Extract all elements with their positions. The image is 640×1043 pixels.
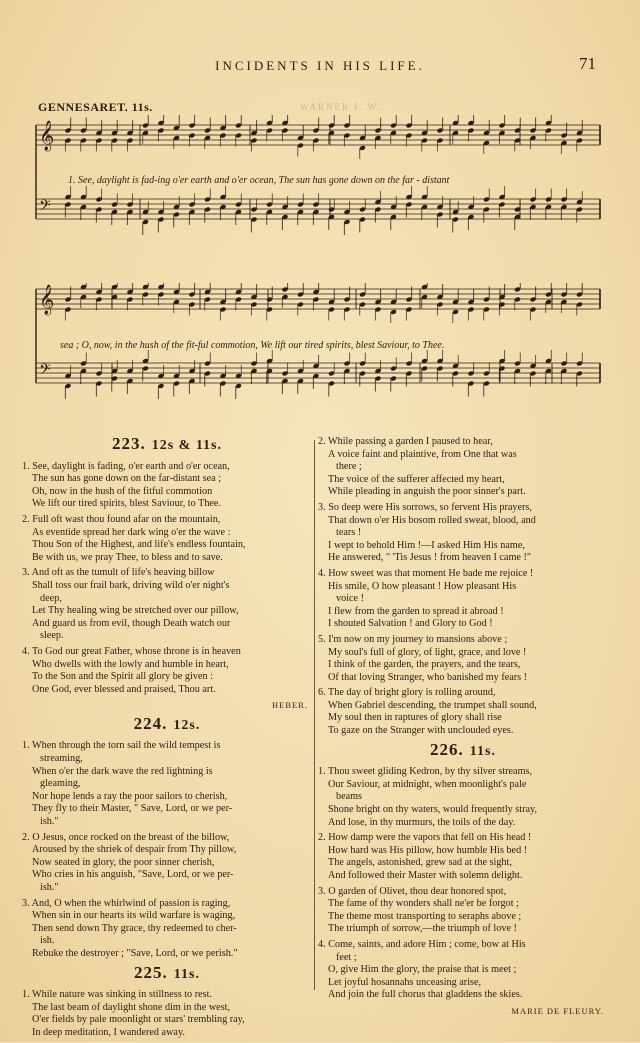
verse-line: 1. When through the torn sail the wild tempest is bbox=[22, 740, 221, 752]
verse-line: When sin in our hearts its wild warfare is waging, bbox=[32, 910, 236, 922]
bass-clef-icon: 𝄢 bbox=[39, 197, 51, 218]
verse-line: When Gabriel descending, the trumpet shall sound, bbox=[328, 699, 537, 711]
tune-lyric-line-2: sea ; O, now, in the hush of the fit-ful commotion, We lift our tired spirits, blest Saviour, to Thee. bbox=[60, 340, 445, 351]
verse-line: deep, bbox=[40, 592, 62, 604]
verse-line: 4. Come, saints, and adore Him ; come, bow at His bbox=[318, 938, 526, 950]
verse-line: Shall toss our frail bark, driving wild o'er night's bbox=[32, 579, 230, 591]
verse-line: The angels, astonished, grew sad at the sight, bbox=[328, 857, 512, 869]
verse-line: His smile, O how pleasant ! How pleasant His bbox=[328, 580, 517, 592]
verse-line: O'er fields by pale moonlight or stars' trembling ray, bbox=[32, 1014, 245, 1026]
verse-line: Thou Son of the Highest, and life's endless fountain, bbox=[32, 539, 246, 551]
stanza bbox=[318, 766, 608, 829]
verse-line: The voice of the sufferer affected my heart, bbox=[328, 473, 505, 485]
verse-line: 6. The day of bright glory is rolling around, bbox=[318, 687, 496, 699]
hymn-number: 225. bbox=[134, 962, 168, 982]
stanza bbox=[318, 832, 608, 882]
verse-line: 5. I'm now on my journey to mansions above ; bbox=[318, 633, 508, 645]
stanza bbox=[318, 687, 608, 737]
stanza bbox=[22, 514, 312, 564]
verse-line: 4. How sweet was that moment He bade me rejoice ! bbox=[318, 567, 534, 579]
stanza bbox=[22, 898, 312, 961]
stanza bbox=[318, 502, 608, 565]
verse-line: 2. How damp were the vapors that fell on His head ! bbox=[318, 832, 532, 844]
verse-line: Of that loving Stranger, who banished my fears ! bbox=[328, 671, 528, 683]
verse-line: And join the full chorus that gladdens the skies. bbox=[328, 989, 523, 1001]
verse-line: gleaming, bbox=[40, 778, 81, 790]
hymn-number: 226. bbox=[430, 739, 464, 759]
verse-line: Let Thy healing wing be stretched over our pillow, bbox=[32, 605, 239, 617]
verse-line: The theme most transporting to seraphs above ; bbox=[328, 910, 522, 922]
verse-line: there ; bbox=[336, 461, 362, 473]
verse-line: tears ! bbox=[336, 527, 362, 539]
verse-line: To the Son and the Spirit all glory be given : bbox=[32, 671, 213, 683]
verse-line: ish. bbox=[40, 935, 55, 947]
verse-line: While pleading in anguish the poor sinner's part. bbox=[328, 486, 526, 498]
verse-line: He answered, " 'Tis Jesus ! from heaven I came !" bbox=[328, 552, 531, 564]
verse-line: voice ! bbox=[336, 593, 365, 605]
verse-line: I shouted Salvation ! and Glory to God ! bbox=[328, 618, 493, 630]
treble-clef-icon: 𝄞 bbox=[39, 121, 55, 151]
stanza bbox=[22, 989, 312, 1039]
verse-line: Who dwells with the lowly and humble in heart, bbox=[32, 658, 229, 670]
verse-line: In deep meditation, I wandered away. bbox=[32, 1026, 185, 1038]
verse-line: 4. To God our great Father, whose throne is in heaven bbox=[22, 645, 241, 657]
verse-line: 2. O Jesus, once rocked on the breast of the billow, bbox=[22, 831, 230, 843]
hymn-author: MARIE DE FLEURY. bbox=[511, 1005, 604, 1016]
page-number: 71 bbox=[579, 54, 596, 73]
verse-line: sleep. bbox=[40, 630, 64, 642]
stanza bbox=[22, 832, 312, 895]
verse-line: Shone bright on thy waters, would frequently stray, bbox=[328, 804, 537, 816]
verse-line: Who cries in his anguish, "Save, Lord, or we per- bbox=[32, 869, 234, 881]
verse-line: Oh, now in the hush of the fitful commotion bbox=[32, 485, 213, 497]
verse-line: The fame of thy wonders shall ne'er be forgot ; bbox=[328, 898, 519, 910]
stanza bbox=[22, 740, 312, 828]
verse-line: My soul's full of glory, of light, grace, and love ! bbox=[328, 646, 527, 658]
verse-line: 3. O garden of Olivet, thou dear honored spot, bbox=[318, 885, 507, 897]
verse-line: When o'er the dark wave the red lightning is bbox=[32, 765, 213, 777]
column-divider bbox=[314, 440, 315, 990]
verse-line: ish." bbox=[40, 882, 59, 893]
verse-line: And followed their Master with solemn delight. bbox=[328, 870, 523, 881]
stanza bbox=[318, 939, 608, 1002]
verse-line: 1. Thou sweet gliding Kedron, by thy silver streams, bbox=[318, 766, 533, 778]
hymn-meter: 12s & 11s. bbox=[151, 438, 223, 453]
tune-title: GENNESARET. 11s. bbox=[38, 100, 153, 114]
verse-line: 2. While passing a garden I paused to hear, bbox=[318, 436, 493, 447]
verse-line: 3. And oft as the tumult of life's heaving billow bbox=[22, 567, 215, 579]
hymn-number: 224. bbox=[133, 713, 168, 733]
verse-line: beams bbox=[336, 791, 363, 803]
verse-line: I flew from the garden to spread it abroad ! bbox=[328, 605, 504, 617]
verse-line: O, give Him the glory, the praise that is meet ; bbox=[328, 964, 517, 976]
hymn-meter: 12s. bbox=[173, 717, 201, 733]
verse-line: They fly to their Master, " Save, Lord, or we per- bbox=[32, 803, 233, 815]
left-column bbox=[22, 432, 312, 1043]
hymn-heading bbox=[318, 739, 608, 759]
verse-line: Rebuke the destroyer ; "Save, Lord, or we perish." bbox=[32, 947, 238, 959]
verse-line: The sun has gone down on the far-distant sea ; bbox=[32, 473, 222, 485]
hymn-heading bbox=[22, 962, 312, 982]
verse-line: As eventide spread her dark wing o'er the wave : bbox=[32, 526, 231, 538]
tune-lyric-line-1: 1. See, daylight is fad-ing o'er earth and o'er ocean, The sun has gone down on the far - distant bbox=[68, 175, 450, 186]
verse-line: I think of the garden, the prayers, and the tears, bbox=[328, 659, 521, 671]
verse-line: 1. See, daylight is fading, o'er earth and o'er ocean, bbox=[22, 460, 230, 472]
verse-line: ish." bbox=[40, 816, 59, 828]
verse-line: Now seated in glory, the poor sinner cherish, bbox=[32, 856, 215, 868]
verse-line: How hard was His pillow, how humble His bed ! bbox=[328, 844, 528, 856]
verse-line: Aroused by the shriek of despair from Thy pillow, bbox=[32, 844, 237, 856]
verse-line: Our Saviour, at midnight, when moonlight's pale bbox=[328, 778, 527, 790]
verse-line: And guard us from evil, though Death watch our bbox=[32, 617, 231, 629]
stanza bbox=[22, 567, 312, 643]
stanza bbox=[318, 568, 608, 631]
verse-line: One God, ever blessed and praised, Thou art. bbox=[32, 683, 216, 695]
hymn-heading bbox=[22, 713, 312, 733]
hymn-number: 223. bbox=[111, 434, 146, 453]
treble-clef-icon: 𝄞 bbox=[39, 285, 55, 315]
verse-line: streaming, bbox=[40, 753, 83, 765]
verse-line: Nor hope lends a ray the poor sailors to cherish, bbox=[32, 790, 228, 802]
verse-line: Let joyful hosannahs unceasing arise, bbox=[328, 976, 482, 988]
stanza bbox=[22, 646, 312, 696]
verse-line: 2. Full oft wast thou found afar on the mountain, bbox=[22, 513, 221, 525]
verse-line: We lift our tired spirits, blest Saviour, to Thee. bbox=[32, 498, 221, 510]
verse-line: And lose, in thy murmurs, the toils of the day. bbox=[328, 816, 516, 828]
verse-line: The last beam of daylight shone dim in the west, bbox=[32, 1001, 231, 1013]
verse-line: To gaze on the Stranger with unclouded eyes. bbox=[328, 725, 514, 737]
stanza bbox=[318, 886, 608, 936]
hymn-meter: 11s. bbox=[173, 966, 200, 982]
verse-line: My soul then in raptures of glory shall rise bbox=[328, 712, 502, 724]
stanza bbox=[318, 436, 608, 499]
faded-watermark: WARNER I. W. bbox=[300, 102, 382, 112]
stanza bbox=[22, 461, 312, 511]
verse-line: Then send down Thy grace, thy redeemed to cher- bbox=[32, 922, 237, 934]
verse-line: feet ; bbox=[336, 951, 357, 963]
right-column bbox=[318, 436, 608, 1018]
stanza bbox=[318, 634, 608, 684]
verse-line: 3. And, O when the whirlwind of passion is raging, bbox=[22, 897, 231, 909]
bass-clef-icon: 𝄢 bbox=[39, 361, 51, 382]
verse-line: 3. So deep were His sorrows, so fervent His prayers, bbox=[318, 501, 532, 513]
hymn-heading bbox=[22, 434, 312, 453]
verse-line: The triumph of sorrow,—the triumph of love ! bbox=[328, 923, 517, 935]
hymn-meter: 11s. bbox=[469, 743, 496, 759]
hymn-author: HEBER. bbox=[272, 700, 308, 711]
verse-line: I wept to behold Him !—I asked Him His name, bbox=[328, 539, 525, 551]
verse-line: That down o'er His bosom rolled sweat, blood, and bbox=[328, 514, 536, 526]
verse-line: 1. While nature was sinking in stillness to rest. bbox=[22, 989, 212, 1001]
verse-line: Be with us, we pray Thee, to bless and to save. bbox=[32, 551, 223, 563]
music-system-1 bbox=[0, 115, 640, 275]
verse-line: A voice faint and plaintive, from One that was bbox=[328, 448, 517, 460]
running-title: INCIDENTS IN HIS LIFE. bbox=[215, 58, 425, 73]
